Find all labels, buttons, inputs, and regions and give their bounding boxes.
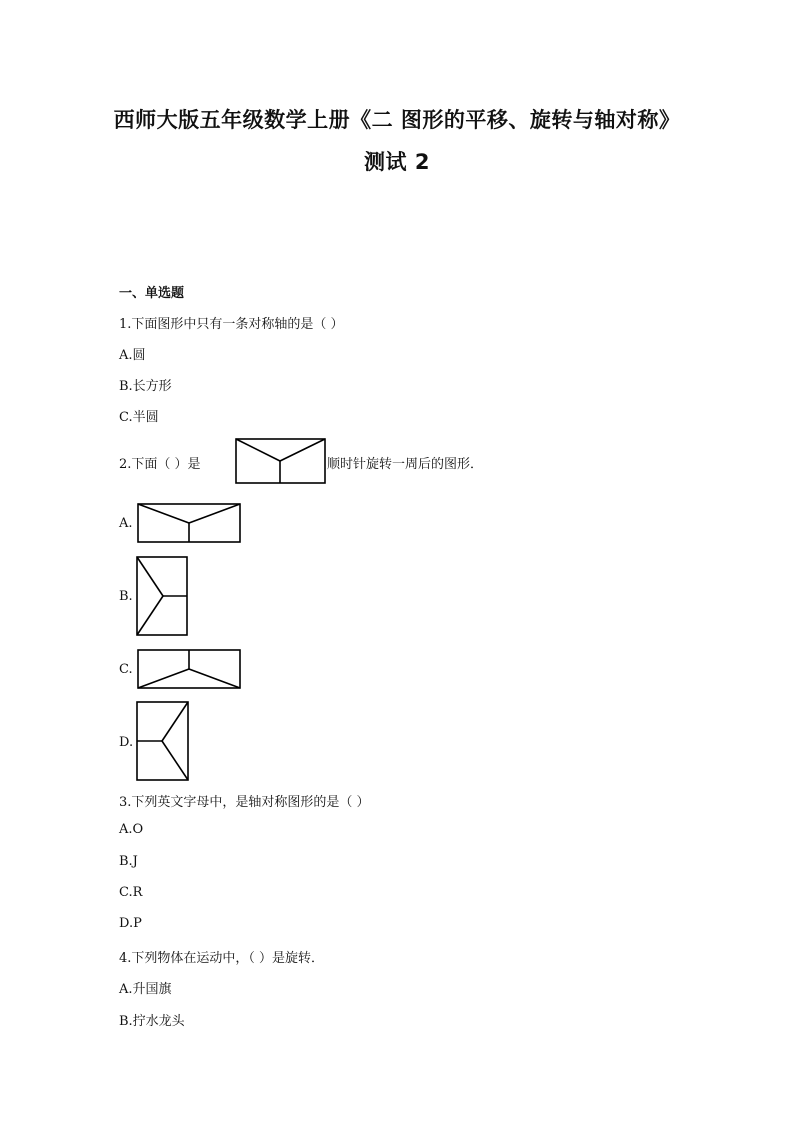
question-2-option-a-label: A. (119, 516, 133, 531)
question-1-stem: 1.下面图形中只有一条对称轴的是（ ） (119, 317, 344, 332)
question-3-option-b: B.J (119, 854, 138, 869)
question-1-option-c: C.半圆 (119, 410, 159, 425)
question-2-stem-figure (236, 439, 325, 483)
question-4-option-a: A.升国旗 (119, 982, 172, 997)
question-4-option-b: B.拧水龙头 (119, 1014, 185, 1029)
question-3-option-d: D.P (119, 916, 142, 931)
question-2-stem-after: 顺时针旋转一周后的图形． (327, 457, 484, 472)
question-1-option-a: A.圆 (119, 348, 146, 363)
question-2-option-b-label: B. (119, 589, 133, 604)
question-3-option-c: C.R (119, 885, 143, 900)
question-2-option-d-figure (137, 702, 188, 780)
question-2-option-a-figure (138, 504, 240, 542)
question-2-option-b-figure (137, 557, 187, 635)
section-heading: 一、单选题 (119, 286, 185, 301)
question-2-option-c-label: C. (119, 662, 133, 677)
page-title: 西师大版五年级数学上册《二 图形的平移、旋转与轴对称》 (113, 108, 681, 132)
question-4-stem: 4.下列物体在运动中，（ ）是旋转． (119, 951, 325, 966)
question-1-option-b: B.长方形 (119, 379, 172, 394)
question-2-option-c-figure (138, 650, 240, 688)
question-3-stem: 3.下列英文字母中，是轴对称图形的是（ ） (119, 795, 370, 810)
question-2-option-d-label: D. (119, 735, 134, 750)
question-3-option-a: A.O (119, 822, 144, 837)
question-2-stem-before: 2.下面（ ）是 (119, 457, 201, 472)
page-subtitle: 测试 2 (364, 150, 430, 174)
